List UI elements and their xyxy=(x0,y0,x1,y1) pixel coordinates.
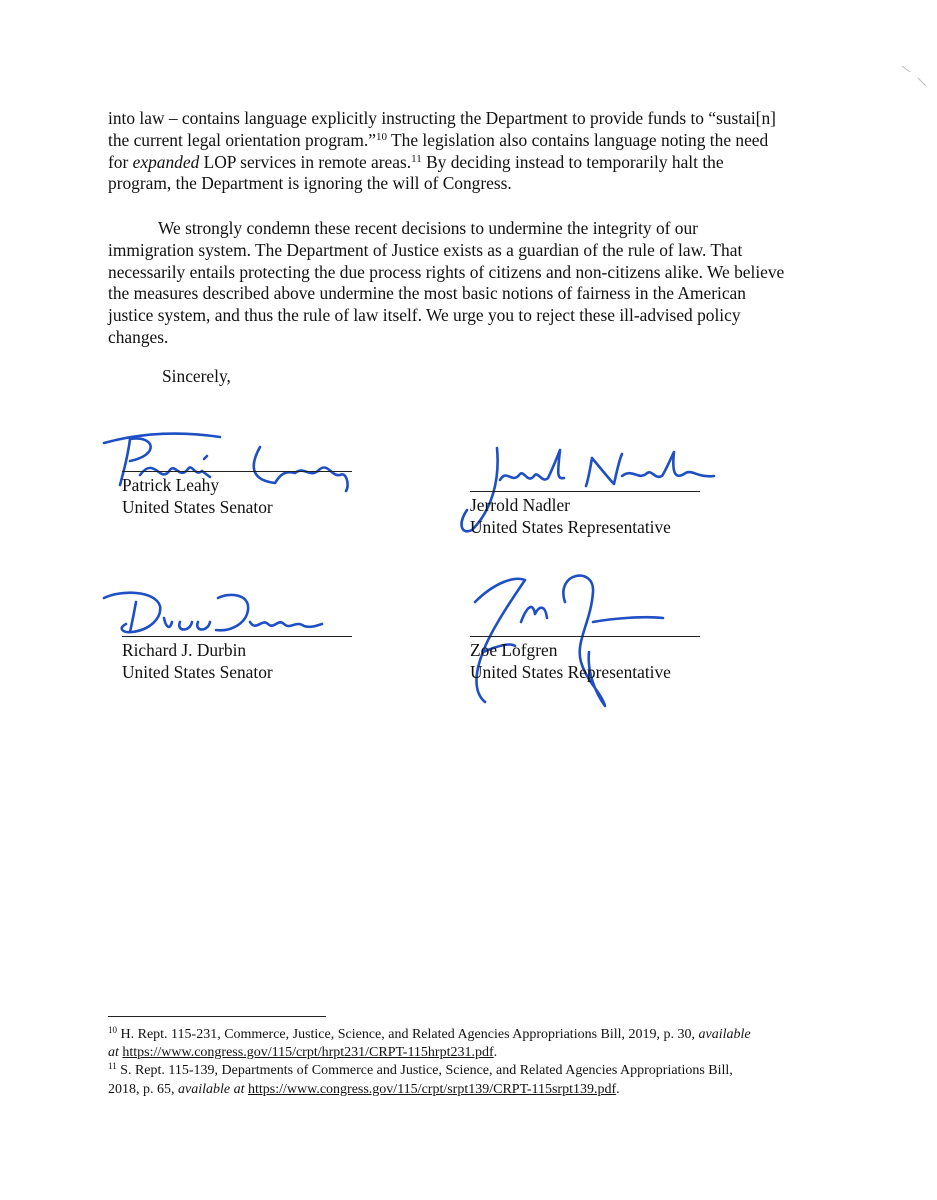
signature-block-nadler xyxy=(470,491,700,538)
footnote-10-cont: at https://www.congress.gov/115/crpt/hrpt231/CRPT-115hrpt231.pdf. xyxy=(108,1045,498,1061)
paragraph-line: We strongly condemn these recent decisions to undermine the integrity of our xyxy=(158,218,698,238)
signatory-name: Zoe Lofgren xyxy=(470,640,558,660)
signature-line xyxy=(470,491,700,492)
paragraph-line: for expanded LOP services in remote areas.$^{11}$ By deciding instead to temporarily halt the xyxy=(108,151,724,172)
scan-artifact xyxy=(900,60,930,90)
paragraph-line: necessarily entails protecting the due process rights of citizens and non-citizens alike. We believe xyxy=(108,261,785,282)
signatory-title: United States Senator xyxy=(122,662,273,682)
paragraph-condemnation xyxy=(108,218,808,349)
signatory-title: United States Senator xyxy=(122,497,273,517)
signature-block-leahy xyxy=(122,471,352,518)
signature-block-lofgren xyxy=(470,636,700,683)
paragraph-line: immigration system. The Department of Justice exists as a guardian of the rule of law. That xyxy=(108,239,743,260)
paragraph-line: the measures described above undermine the most basic notions of fairness in the American xyxy=(108,283,746,304)
signatory-name: Jerrold Nadler xyxy=(470,495,570,515)
signatory-title: United States Representative xyxy=(470,662,671,682)
paragraph-line: justice system, and thus the rule of law itself. We urge you to reject these ill-advised policy xyxy=(108,305,741,326)
signatory-title: United States Representative xyxy=(470,517,671,537)
footnote-10-link[interactable]: https://www.congress.gov/115/crpt/hrpt231/CRPT-115hrpt231.pdf xyxy=(122,1045,494,1061)
signature-durbin xyxy=(100,588,330,638)
signature-block-durbin xyxy=(122,636,352,683)
paragraph-line: into law – contains language explicitly instructing the Department to provide funds to “sustai[n] xyxy=(108,108,776,128)
paragraph-line: the current legal orientation program.”$^{10}$ The legislation also contains language noting the need xyxy=(108,129,769,150)
footnote-ref-10[interactable]: 10 xyxy=(376,130,387,143)
footnote-11-link[interactable]: https://www.congress.gov/115/crpt/srpt139/CRPT-115srpt139.pdf xyxy=(248,1081,617,1097)
paragraph-continuation xyxy=(108,108,808,195)
signatory-name: Patrick Leahy xyxy=(122,475,220,495)
paragraph-line: changes. xyxy=(108,326,169,347)
footnote-10: $^{10}$ H. Rept. 115-231, Commerce, Justice, Science, and Related Agencies Appropriations Bill, 2019, p. 30, available xyxy=(108,1025,751,1042)
paragraph-line: program, the Department is ignoring the will of Congress. xyxy=(108,173,512,194)
footnotes xyxy=(108,1026,828,1099)
signature-line xyxy=(122,471,352,472)
footnote-ref-11[interactable]: 11 xyxy=(411,152,422,165)
signature-line xyxy=(470,636,700,637)
footnote-11: $^{11}$ S. Rept. 115-139, Departments of Commerce and Justice, Science, and Related Agencies Appropriations Bill, xyxy=(108,1061,733,1079)
closing-salutation: Sincerely, xyxy=(162,366,231,386)
footnote-separator xyxy=(108,1016,326,1017)
signatory-name: Richard J. Durbin xyxy=(122,640,247,660)
signature-line xyxy=(122,636,352,637)
footnote-11-cont: 2018, p. 65, available at https://www.congress.gov/115/crpt/srpt139/CRPT-115srpt139.pdf. xyxy=(108,1081,620,1097)
